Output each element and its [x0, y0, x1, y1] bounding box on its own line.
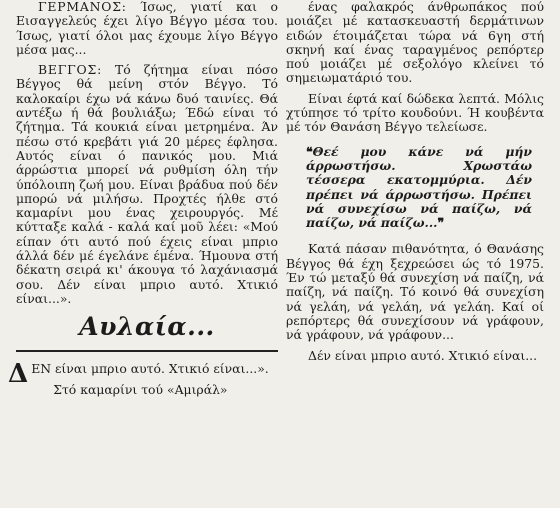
heading-divider — [16, 350, 278, 352]
paragraph-time: Είναι έφτά καί δώδεκα λεπτά. Μόλις χτύπησε τό τρίτο κουδούνι. Ή κουβέντα μέ τόν Θανάση Βέγγο τελείωσε. — [286, 90, 544, 135]
paragraph-dropcap-text: ΕΝ είναι μπριο αυτό. Χτικιό είναι...». — [31, 361, 269, 377]
speaker-veggos: ΒΕΓΓΟΣ: — [38, 62, 103, 78]
pull-quote — [286, 145, 544, 231]
paragraph-germanos — [16, 0, 278, 57]
paragraph-veggos-text: Τό ζήτημα είναι πόσο Βέγγος θά μείνη στόν Βέγγο. Τό καλοκαίρι έχω νά κάνω δυό ταινίες. Θά αντέξω ή θά βουλιάξω; Έδώ είναι τό ζήτημα. Τά κουκιά είναι μετρημένα. Άν πέσω στό κρεβάτι γιά 20 μέρες έφλησα. Αυτός είναι ό πανικός μου. Μιά άρρώστια μπορεί νά ρυθμίση όλη τήν ύπόλοιπη ζωή μου. Είναι βράδυα πού δέν μπορώ νά μιλήσω. Προχτές ήλθε στό καμαρίνι μου ένας χειρουργός. Μέ κύτταξε καλά - καλά καί μοῦ λέει: «Μού είπαν ότι αυτό πού έχεις είναι μπριο άλλά δέν μέ έγελάνε έμένα. Ήμουνα στή δέκατη σειρά κι' άκουγα τό λαχάνιασμά σου. Δέν είναι μπριο αυτό. Χτικιό είναι...». — [16, 62, 278, 306]
speaker-germanos: ΓΕΡΜΑΝΟΣ: — [38, 0, 127, 14]
pull-quote-text: Θεέ μου κάνε νά μήν άρρωστήσω. Χρωστάω τέσσερα εκατομμύρια. Δέν πρέπει νά άρρωστήσω. Πρέπει νά συνεχίσω νά παίζω, νά παίζω, νά παίζω... — [306, 143, 532, 231]
paragraph-dressing-room: Στό καμαρίνι τού «Αμιράλ» — [53, 381, 228, 397]
paragraph-closing: Δέν είναι μπριο αυτό. Χτικιό είναι... — [308, 347, 538, 363]
right-column — [286, 0, 544, 369]
left-column — [8, 0, 278, 403]
quote-open-mark: ❝ — [306, 143, 313, 159]
quote-close-mark: ❞ — [437, 215, 445, 231]
paragraph-probability: Κατά πάσαν πιθανότητα, ό Θανάσης Βέγγος θά έχη ξεχρεώσει ώς τό 1975. Έν τώ μεταξύ θά συνεχίση νά παίζη, νά παίζη, νά παίζη. Τό κοινό θά συνεχίση νά γελάη, νά γελάη, νά γελάη. Καί οί ρεπόρτερς θά συνεχίσουν νά γράφουν, νά γράφουν, νά γράφουν... — [286, 241, 544, 343]
paragraph-germanos-text: Ίσως, γιατί και ο Εισαγγελεύς έχει λίγο Βέγγο μέσα του. Ίσως, γιατί όλοι μας έχουμε λίγο Βέγγο μέσα μας... — [16, 0, 278, 57]
paragraph-reporter: ένας φαλακρός άνθρωπάκος πού μοιάζει μέ κατασκευαστή δερμάτινων ειδών έτοιμάζεται τώρα νά 6γη στή σκηνή καί ένας ταραγμένος ρεπόρτερ πού μοιάζει μέ σεξολόγο κλείνει τό σημειωματάριό του. — [286, 0, 544, 86]
paragraph-veggos — [16, 63, 278, 306]
section-heading: Αυλαία... — [79, 312, 215, 342]
dropcap-letter: Δ — [8, 359, 29, 390]
